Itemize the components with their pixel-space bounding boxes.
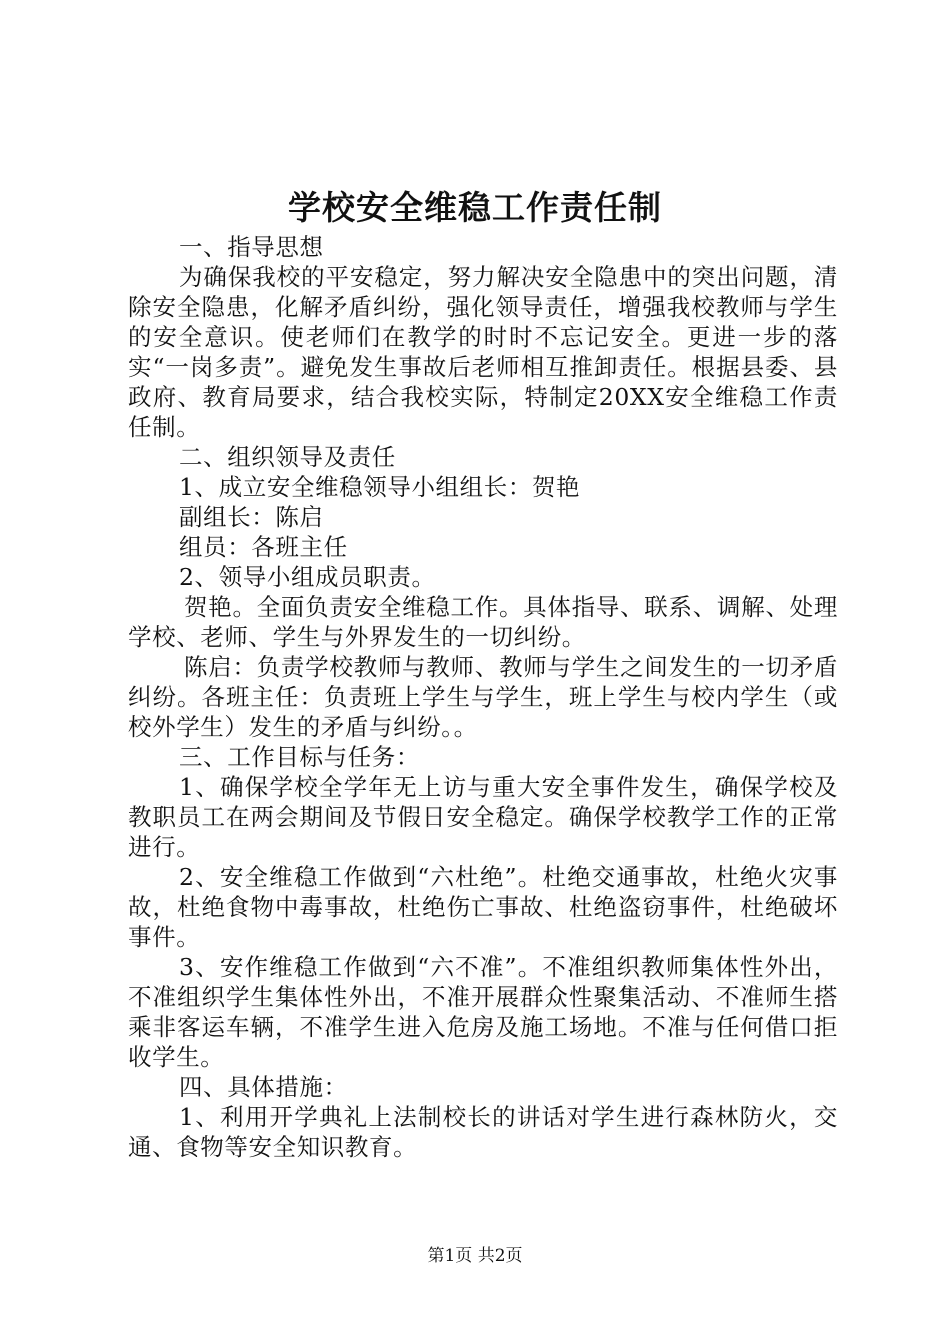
paragraph-duties-heading: 2、领导小组成员职责。 bbox=[179, 563, 436, 591]
section-heading-goals: 三、工作目标与任务： bbox=[179, 743, 420, 771]
document-title: 学校安全维稳工作责任制 bbox=[288, 188, 662, 227]
paragraph-goal-3: 3、安作维稳工作做到“六不准”。不准组织教师集体性外出，不准组织学生集体性外出，不准开展群众性聚集活动、不准师生搭乘非客运车辆，不准学生进入危房及施工场地。不准与任何借口拒收学生。 bbox=[128, 953, 838, 1071]
paragraph-goal-2: 2、安全维稳工作做到“六杜绝”。杜绝交通事故，杜绝火灾事故，杜绝食物中毒事故，杜绝伤亡事故、杜绝盗窃事件，杜绝破坏事件。 bbox=[128, 863, 838, 951]
paragraph-measure-1: 1、利用开学典礼上法制校长的讲话对学生进行森林防火，交通、食物等安全知识教育。 bbox=[128, 1103, 838, 1161]
page-number-footer: 第1页 共2页 bbox=[427, 1246, 523, 1266]
paragraph-goal-1: 1、确保学校全学年无上访与重大安全事件发生，确保学校及教职员工在两会期间及节假日安全稳定。确保学校教学工作的正常进行。 bbox=[128, 773, 838, 861]
section-heading-measures: 四、具体措施： bbox=[179, 1073, 348, 1101]
section-heading-organization: 二、组织领导及责任 bbox=[179, 443, 396, 471]
paragraph-duty-he-yan: 贺艳。全面负责安全维稳工作。具体指导、联系、调解、处理学校、老师、学生与外界发生的一切纠纷。 bbox=[128, 593, 838, 651]
section-heading-guiding-thought: 一、指导思想 bbox=[179, 233, 324, 261]
document-body bbox=[128, 232, 838, 1162]
paragraph-group-leader: 1、成立安全维稳领导小组组长：贺艳 bbox=[179, 473, 581, 501]
paragraph-purpose: 为确保我校的平安稳定，努力解决安全隐患中的突出问题，清除安全隐患，化解矛盾纠纷，强化领导责任，增强我校教师与学生的安全意识。使老师们在教学的时时不忘记安全。更进一步的落实“一岗多责”。避免发生事故后老师相互推卸责任。根据县委、县政府、教育局要求，结合我校实际，特制定20XX安全维稳工作责任制。 bbox=[128, 263, 838, 441]
paragraph-members: 组员：各班主任 bbox=[179, 533, 348, 561]
paragraph-deputy-leader: 副组长：陈启 bbox=[179, 503, 324, 531]
paragraph-duty-chen-qi: 陈启：负责学校教师与教师、教师与学生之间发生的一切矛盾纠纷。各班主任：负责班上学生与学生，班上学生与校内学生（或校外学生）发生的矛盾与纠纷。。 bbox=[128, 653, 838, 741]
